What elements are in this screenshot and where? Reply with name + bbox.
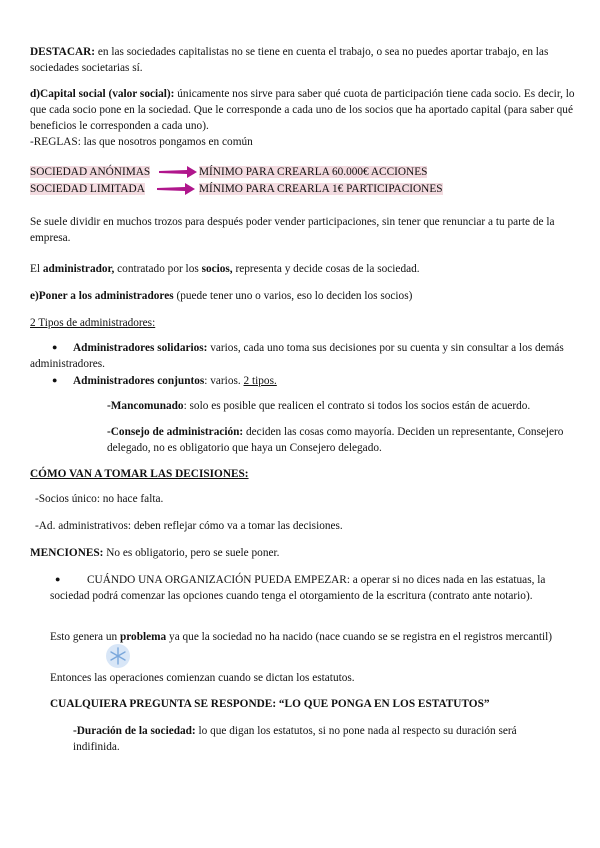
poner-label: e)Poner a los administradores — [30, 290, 174, 302]
list-item: Administradores conjuntos: varios. 2 tipos. — [73, 375, 277, 387]
tipos-heading: 2 Tipos de administradores: — [30, 317, 156, 329]
bullet-dot-icon: ● — [52, 375, 58, 385]
arrow-right-icon — [158, 165, 198, 179]
ad-admin-line: -Ad. administrativos: deben reflejar cómo va a tomar las decisiones. — [35, 520, 343, 532]
cuando-paragraph: CUÁNDO UNA ORGANIZACIÓN PUEDA EMPEZAR: a operar si no dices nada en las estatuas, la sociedad podrá comenzar las opciones cuando tenga el otorgamiento de la escritura (contrato ante notario). — [50, 574, 546, 603]
poner-paragraph: e)Poner a los administradores (puede tener uno o varios, eso lo deciden los socios) — [30, 290, 413, 302]
duracion-paragraph: -Duración de la sociedad: lo que digan los estatutos, si no pone nada al respecto su duración será indifinida. — [73, 725, 517, 754]
type-name: SOCIEDAD LIMITADA — [30, 183, 145, 195]
arrow-right-icon — [156, 182, 196, 196]
destacar-label: DESTACAR: — [30, 46, 96, 58]
type-desc-anonima: MÍNIMO PARA CREARLA 60.000€ ACCIONES — [199, 166, 428, 178]
type-name: SOCIEDAD ANÓNIMAS — [30, 166, 151, 178]
type-row-anonima — [30, 164, 150, 180]
destacar-text: en las sociedades capitalistas no se tiene en cuenta el trabajo, o sea no puedes aportar trabajo, en las sociedades societarias sí. — [30, 46, 549, 75]
problema-paragraph: Esto genera un problema ya que la sociedad no ha nacido (nace cuando se se registra en el registros mercantil) — [50, 631, 553, 643]
como-heading: CÓMO VAN A TOMAR LAS DECISIONES: — [30, 468, 249, 480]
socios-unico-line: -Socios único: no hace falta. — [35, 493, 164, 505]
bullet-dot-icon: ● — [55, 574, 61, 584]
list-item: Administradores solidarios: varios, cada uno toma sus decisiones por su cuenta y sin consultar a los demás administradores. — [30, 342, 564, 371]
bullet-dot-icon: ● — [52, 342, 58, 352]
capital-label: d)Capital social (valor social): — [30, 88, 175, 100]
capital-text: únicamente nos sirve para saber qué cuota de participación tiene cada socio. Es decir, lo que cada socio pone en la sociedad. Que le corresponde a cada uno de los socios que ha aportado capital (para saber qué beneficios le corresponden a cada uno). — [30, 88, 575, 133]
cualquiera-heading: CUALQUIERA PREGUNTA SE RESPONDE: “LO QUE PONGA EN LOS ESTATUTOS” — [50, 698, 490, 710]
reglas-line: -REGLAS: las que nosotros pongamos en común — [30, 136, 253, 148]
destacar-paragraph — [30, 44, 575, 76]
capital-paragraph — [30, 86, 575, 135]
type-desc-limitada: MÍNIMO PARA CREARLA 1€ PARTICIPACIONES — [199, 183, 443, 195]
type-row-limitada — [30, 181, 145, 197]
mancomunado-paragraph: -Mancomunado: solo es posible que realicen el contrato si todos los socios están de acuerdo. — [107, 400, 531, 412]
dividir-paragraph: Se suele dividir en muchos trozos para después poder vender participaciones, sin tener que renunciar a tu parte de la empresa. — [30, 216, 555, 245]
admin-paragraph: El administrador, contratado por los socios, representa y decide cosas de la sociedad. — [30, 263, 420, 275]
consejo-paragraph: -Consejo de administración: deciden las cosas como mayoría. Deciden un representante, Consejero delegado, no es obligatorio que haya un Consejero delegado. — [107, 426, 564, 455]
entonces-line: Entonces las operaciones comienzan cuando se dictan los estatutos. — [50, 672, 355, 684]
menciones-paragraph: MENCIONES: No es obligatorio, pero se suele poner. — [30, 547, 280, 559]
snowflake-icon — [105, 643, 131, 669]
